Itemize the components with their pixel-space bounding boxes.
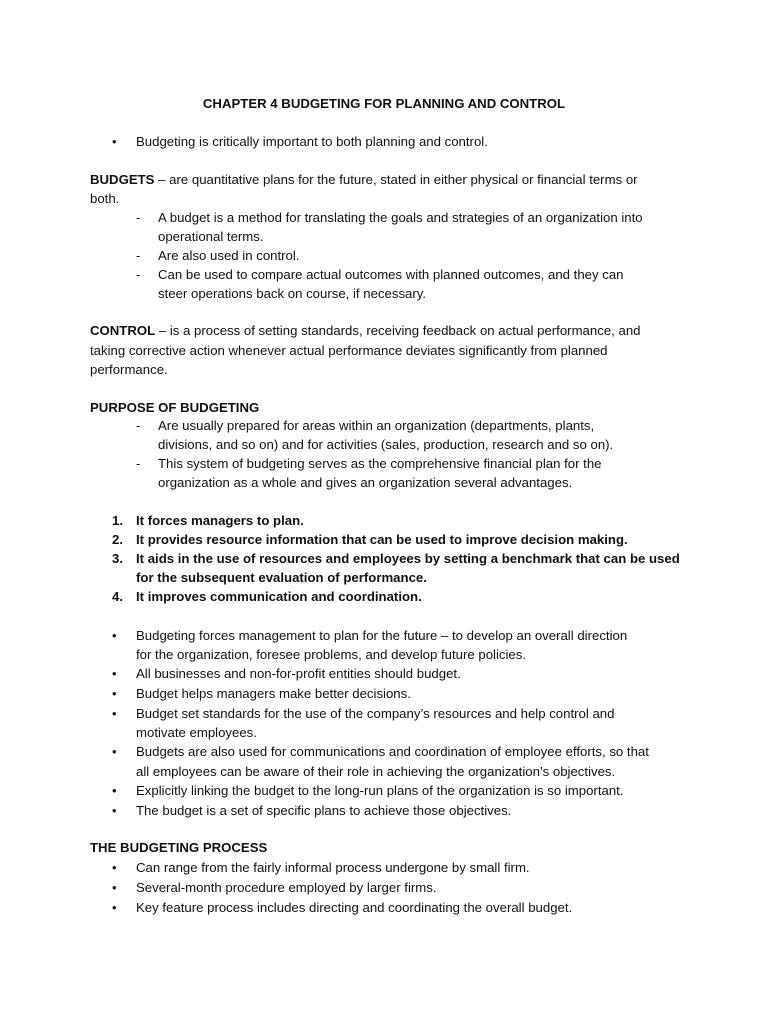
budgets-point-2-line1: Are also used in control. (158, 248, 300, 263)
process-point-1: Can range from the fairly informal process undergone by small firm. (136, 860, 530, 875)
advantage-3-line1: It aids in the use of resources and employees by setting a benchmark that can be used (136, 551, 680, 566)
bullet-icon: • (112, 880, 117, 895)
budgets-point-1-line1: A budget is a method for translating the goals and strategies of an organization into (158, 210, 643, 225)
intro-bullet-text: Budgeting is critically important to both planning and control. (136, 134, 488, 149)
process-point-3: Key feature process includes directing and coordinating the overall budget. (136, 900, 573, 915)
bullet-icon: • (112, 803, 117, 818)
benefit-5-line1: Budgets are also used for communications and coordination of employee efforts, so that (136, 744, 649, 759)
purpose-point-1-line2: divisions, and so on) and for activities (sales, production, research and so on). (158, 437, 614, 452)
bullet-icon: • (112, 900, 117, 915)
budgets-def-line1: – are quantitative plans for the future, stated in either physical or financial terms or (154, 172, 638, 187)
benefit-4-line2: motivate employees. (136, 725, 257, 740)
bullet-icon: • (112, 134, 117, 149)
advantage-number: 1. (112, 513, 123, 528)
benefit-2-line1: All businesses and non-for-profit entities should budget. (136, 666, 461, 681)
dash-marker: - (136, 210, 141, 225)
budgets-def-line2: both. (90, 191, 120, 206)
benefit-7-line1: The budget is a set of specific plans to achieve those objectives. (136, 803, 512, 818)
advantage-3-line2: for the subsequent evaluation of performance. (136, 570, 427, 585)
bullet-icon: • (112, 628, 117, 643)
control-definition (90, 321, 641, 340)
control-term: CONTROL (90, 323, 156, 338)
budgets-definition (90, 170, 638, 189)
purpose-heading: PURPOSE OF BUDGETING (90, 400, 260, 415)
benefit-4-line1: Budget set standards for the use of the company’s resources and help control and (136, 706, 615, 721)
process-heading: THE BUDGETING PROCESS (90, 840, 268, 855)
advantage-2-line1: It provides resource information that can be used to improve decision making. (136, 532, 628, 547)
benefit-1-line2: for the organization, foresee problems, and develop future policies. (136, 647, 526, 662)
bullet-icon: • (112, 744, 117, 759)
budgets-term: BUDGETS (90, 172, 155, 187)
benefit-5-line2: all employees can be aware of their role in achieving the organization’s objectives. (136, 764, 616, 779)
bullet-icon: • (112, 860, 117, 875)
advantage-4-line1: It improves communication and coordination. (136, 589, 422, 604)
dash-marker: - (136, 267, 141, 282)
bullet-icon: • (112, 666, 117, 681)
page-title: CHAPTER 4 BUDGETING FOR PLANNING AND CONTROL (202, 96, 566, 111)
dash-marker: - (136, 248, 141, 263)
budgets-point-3-line1: Can be used to compare actual outcomes with planned outcomes, and they can (158, 267, 624, 282)
bullet-icon: • (112, 706, 117, 721)
control-def-line1: – is a process of setting standards, receiving feedback on actual performance, and (155, 323, 641, 338)
benefit-1-line1: Budgeting forces management to plan for the future – to develop an overall direction (136, 628, 628, 643)
budgets-point-3-line2: steer operations back on course, if necessary. (158, 286, 427, 301)
dash-marker: - (136, 456, 141, 471)
budgets-point-1-line2: operational terms. (158, 229, 264, 244)
advantage-number: 4. (112, 589, 123, 604)
control-def-line2: taking corrective action whenever actual performance deviates significantly from planned (90, 343, 608, 358)
process-point-2: Several-month procedure employed by larger firms. (136, 880, 437, 895)
benefit-3-line1: Budget helps managers make better decisions. (136, 686, 411, 701)
advantage-number: 2. (112, 532, 123, 547)
dash-marker: - (136, 418, 141, 433)
control-def-line3: performance. (90, 362, 168, 377)
advantage-number: 3. (112, 551, 123, 566)
bullet-icon: • (112, 686, 117, 701)
bullet-icon: • (112, 783, 117, 798)
purpose-point-1-line1: Are usually prepared for areas within an organization (departments, plants, (158, 418, 595, 433)
advantage-1-line1: It forces managers to plan. (136, 513, 304, 528)
purpose-point-2-line1: This system of budgeting serves as the comprehensive financial plan for the (158, 456, 602, 471)
benefit-6-line1: Explicitly linking the budget to the long-run plans of the organization is so important. (136, 783, 624, 798)
purpose-point-2-line2: organization as a whole and gives an organization several advantages. (158, 475, 573, 490)
